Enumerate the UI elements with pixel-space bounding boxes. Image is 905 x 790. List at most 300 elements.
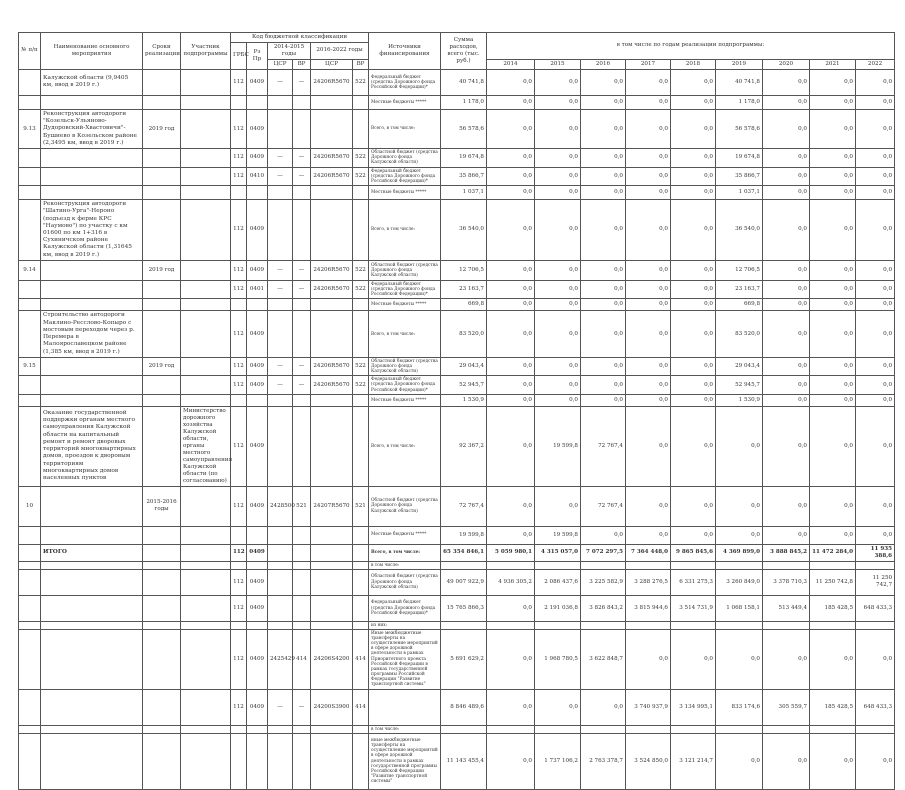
row-sum-cell: 12 706,5 <box>441 260 487 280</box>
row-2021-cell: 0,0 <box>810 186 856 200</box>
row-2016-cell: 0,0 <box>581 200 626 261</box>
row-2017-cell: 0,0 <box>626 109 671 148</box>
row-vr-1622-cell <box>353 109 369 148</box>
row-2017-cell: 0,0 <box>626 406 671 486</box>
row-2021-cell: 0,0 <box>810 69 856 95</box>
row-csr-1622-cell <box>311 725 353 733</box>
row-2021-cell: 185 428,5 <box>810 595 856 621</box>
row-2016-cell: 0,0 <box>581 299 626 311</box>
row-terms-cell <box>143 311 181 357</box>
row-2019-cell: 23 163,7 <box>716 280 763 298</box>
row-sum-cell <box>441 725 487 733</box>
row-csr-1415-cell <box>268 299 293 311</box>
row-2015-cell: 0,0 <box>535 357 581 375</box>
header-year: 2017 <box>626 59 671 69</box>
row-2020-cell: 0,0 <box>763 311 810 357</box>
row-2016-cell: 0,0 <box>581 689 626 725</box>
row-2020-cell: 0,0 <box>763 167 810 185</box>
row-terms-cell <box>143 544 181 561</box>
row-grbs-cell: 112 <box>231 689 247 725</box>
row-terms-cell <box>143 299 181 311</box>
row-num-cell <box>19 280 41 298</box>
row-2014-cell: 0,0 <box>487 167 535 185</box>
row-terms-cell <box>143 200 181 261</box>
row-2016-cell: 0,0 <box>581 394 626 406</box>
row-terms-cell <box>143 95 181 109</box>
row-2017-cell: 3 288 276,5 <box>626 569 671 595</box>
row-num-cell <box>19 149 41 167</box>
row-vr-1622-cell: 522 <box>353 167 369 185</box>
row-terms-cell <box>143 149 181 167</box>
row-source-cell: Федеральный бюджет (средства Дорожного фонда Российской Федерации)* <box>369 280 441 298</box>
row-num-cell <box>19 544 41 561</box>
row-csr-1415-cell <box>268 733 293 789</box>
row-grbs-cell <box>231 526 247 544</box>
row-source-cell: Всего, в том числе: <box>369 200 441 261</box>
row-2015-cell: 0,0 <box>535 186 581 200</box>
table-row <box>19 311 895 357</box>
row-2019-cell: 12 706,5 <box>716 260 763 280</box>
row-2018-cell: 0,0 <box>671 149 716 167</box>
row-2020-cell: 0,0 <box>763 149 810 167</box>
row-2018-cell: 0,0 <box>671 280 716 298</box>
row-2016-cell: 2 763 378,7 <box>581 733 626 789</box>
row-2020-cell: 0,0 <box>763 629 810 689</box>
row-num-cell <box>19 526 41 544</box>
row-2016-cell: 0,0 <box>581 186 626 200</box>
row-name-cell <box>41 95 143 109</box>
row-sum-cell: 1 530,9 <box>441 394 487 406</box>
budget-table <box>18 32 895 790</box>
row-rzpr-cell <box>247 725 268 733</box>
row-name-cell <box>41 561 143 569</box>
row-grbs-cell <box>231 733 247 789</box>
row-csr-1415-cell: — <box>268 167 293 185</box>
row-num-cell <box>19 95 41 109</box>
row-csr-1622-cell: 24206R5670 <box>311 280 353 298</box>
row-vr-1415-cell: — <box>293 149 311 167</box>
row-2016-cell: 0,0 <box>581 311 626 357</box>
row-participant-cell <box>181 376 231 394</box>
row-terms-cell <box>143 733 181 789</box>
row-2016-cell: 0,0 <box>581 167 626 185</box>
row-source-cell: Федеральный бюджет (средства Дорожного фонда Российской Федерации)* <box>369 595 441 621</box>
row-sum-cell: 92 367,2 <box>441 406 487 486</box>
row-2014-cell: 0,0 <box>487 406 535 486</box>
row-name-cell: ИТОГО <box>41 544 143 561</box>
row-vr-1415-cell <box>293 569 311 595</box>
row-vr-1415-cell <box>293 406 311 486</box>
row-grbs-cell: 112 <box>231 109 247 148</box>
row-grbs-cell: 112 <box>231 629 247 689</box>
row-csr-1415-cell: — <box>268 357 293 375</box>
row-2015-cell: 0,0 <box>535 280 581 298</box>
row-rzpr-cell <box>247 561 268 569</box>
row-2020-cell: 0,0 <box>763 394 810 406</box>
row-rzpr-cell: 0409 <box>247 357 268 375</box>
row-rzpr-cell: 0410 <box>247 167 268 185</box>
row-2014-cell: 0,0 <box>487 109 535 148</box>
row-2014-cell: 0,0 <box>487 394 535 406</box>
row-2022-cell: 0,0 <box>856 280 895 298</box>
row-2015-cell <box>535 621 581 629</box>
row-vr-1622-cell <box>353 544 369 561</box>
row-vr-1415-cell <box>293 200 311 261</box>
row-2021-cell: 0,0 <box>810 376 856 394</box>
row-2022-cell: 0,0 <box>856 109 895 148</box>
row-participant-cell <box>181 260 231 280</box>
row-2017-cell: 0,0 <box>626 95 671 109</box>
row-2019-cell: 35 866,7 <box>716 167 763 185</box>
header-year: 2021 <box>810 59 856 69</box>
row-2020-cell: 0,0 <box>763 299 810 311</box>
row-2022-cell: 11 250 742,7 <box>856 569 895 595</box>
row-2021-cell <box>810 561 856 569</box>
row-name-cell <box>41 689 143 725</box>
row-sum-cell: 52 945,7 <box>441 376 487 394</box>
row-sum-cell: 8 846 489,6 <box>441 689 487 725</box>
row-2019-cell: 56 578,6 <box>716 109 763 148</box>
row-2015-cell: 0,0 <box>535 486 581 526</box>
row-vr-1415-cell: — <box>293 280 311 298</box>
row-2021-cell: 0,0 <box>810 200 856 261</box>
row-vr-1415-cell: 521 <box>293 486 311 526</box>
row-2022-cell: 0,0 <box>856 167 895 185</box>
row-num-cell: 9.14 <box>19 260 41 280</box>
row-grbs-cell: 112 <box>231 357 247 375</box>
row-2018-cell: 0,0 <box>671 406 716 486</box>
row-source-cell: в том числе: <box>369 561 441 569</box>
table-row <box>19 526 895 544</box>
table-row <box>19 725 895 733</box>
row-csr-1622-cell <box>311 200 353 261</box>
row-2022-cell: 0,0 <box>856 526 895 544</box>
row-participant-cell <box>181 486 231 526</box>
row-2017-cell: 0,0 <box>626 486 671 526</box>
row-vr-1622-cell <box>353 406 369 486</box>
row-2015-cell: 0,0 <box>535 299 581 311</box>
row-rzpr-cell: 0409 <box>247 689 268 725</box>
row-name-cell <box>41 569 143 595</box>
row-2016-cell: 3 622 848,7 <box>581 629 626 689</box>
row-2015-cell: 0,0 <box>535 167 581 185</box>
row-grbs-cell <box>231 561 247 569</box>
table-row <box>19 629 895 689</box>
row-terms-cell: 2019 год <box>143 357 181 375</box>
row-2021-cell: 0,0 <box>810 733 856 789</box>
row-2016-cell <box>581 561 626 569</box>
row-num-cell <box>19 186 41 200</box>
row-source-cell: Областной бюджет (средства Дорожного фонда Калужской области) <box>369 357 441 375</box>
row-2014-cell <box>487 561 535 569</box>
row-2021-cell: 0,0 <box>810 311 856 357</box>
row-sum-cell: 36 540,0 <box>441 200 487 261</box>
row-2019-cell: 3 260 849,0 <box>716 569 763 595</box>
row-2021-cell <box>810 725 856 733</box>
row-source-cell: Областной бюджет (средства Дорожного фонда Калужской области) <box>369 149 441 167</box>
row-2018-cell: 3 514 731,9 <box>671 595 716 621</box>
row-vr-1415-cell: 414 <box>293 629 311 689</box>
row-vr-1622-cell <box>353 394 369 406</box>
row-2015-cell: 0,0 <box>535 69 581 95</box>
row-sum-cell: 23 163,7 <box>441 280 487 298</box>
row-2016-cell <box>581 621 626 629</box>
row-2022-cell: 11 935 388,6 <box>856 544 895 561</box>
row-2018-cell: 0,0 <box>671 526 716 544</box>
table-row <box>19 200 895 261</box>
row-terms-cell <box>143 526 181 544</box>
row-source-cell: иные межбюджетные трансферты на осуществление мероприятий в сфере дорожной деятельности в рамках государственной программы Российской Федерации "Развитие транспортной системы" <box>369 733 441 789</box>
row-rzpr-cell: 0409 <box>247 486 268 526</box>
table-row <box>19 260 895 280</box>
row-vr-1622-cell: 414 <box>353 629 369 689</box>
row-num-cell <box>19 689 41 725</box>
row-grbs-cell: 112 <box>231 569 247 595</box>
row-num-cell <box>19 569 41 595</box>
row-2020-cell: 0,0 <box>763 95 810 109</box>
row-2022-cell: 0,0 <box>856 357 895 375</box>
row-source-cell: Всего, в том числе: <box>369 544 441 561</box>
row-rzpr-cell: 0409 <box>247 260 268 280</box>
row-2015-cell: 0,0 <box>535 394 581 406</box>
row-source-cell: Федеральный бюджет (средства Дорожного фонда Российской Федерации)* <box>369 376 441 394</box>
row-vr-1622-cell: 522 <box>353 376 369 394</box>
row-2020-cell <box>763 621 810 629</box>
row-name-cell <box>41 733 143 789</box>
row-vr-1415-cell <box>293 544 311 561</box>
row-2020-cell: 0,0 <box>763 280 810 298</box>
header-csr: ЦСР <box>311 59 353 69</box>
row-csr-1622-cell <box>311 595 353 621</box>
row-csr-1415-cell: — <box>268 689 293 725</box>
row-vr-1622-cell <box>353 725 369 733</box>
row-sum-cell: 669,8 <box>441 299 487 311</box>
row-2021-cell: 0,0 <box>810 486 856 526</box>
row-vr-1622-cell: 521 <box>353 486 369 526</box>
row-csr-1415-cell <box>268 544 293 561</box>
row-2019-cell: 4 369 899,0 <box>716 544 763 561</box>
row-2017-cell: 0,0 <box>626 200 671 261</box>
row-2018-cell: 0,0 <box>671 95 716 109</box>
row-sum-cell: 11 143 455,4 <box>441 733 487 789</box>
header-year: 2016 <box>581 59 626 69</box>
row-sum-cell: 1 037,1 <box>441 186 487 200</box>
header-by-years: в том числе по годам реализации подпрограммы: <box>487 33 895 60</box>
row-vr-1622-cell: 522 <box>353 357 369 375</box>
row-participant-cell <box>181 69 231 95</box>
row-2016-cell: 3 826 843,2 <box>581 595 626 621</box>
row-num-cell <box>19 406 41 486</box>
row-2015-cell: 19 599,8 <box>535 526 581 544</box>
row-rzpr-cell <box>247 526 268 544</box>
row-2017-cell: 0,0 <box>626 357 671 375</box>
header-num: № п/п <box>19 33 41 70</box>
row-csr-1622-cell <box>311 561 353 569</box>
row-sum-cell <box>441 561 487 569</box>
row-csr-1415-cell: — <box>268 69 293 95</box>
row-2021-cell: 0,0 <box>810 406 856 486</box>
row-terms-cell <box>143 725 181 733</box>
row-2022-cell: 0,0 <box>856 406 895 486</box>
row-csr-1415-cell: — <box>268 376 293 394</box>
row-participant-cell <box>181 561 231 569</box>
row-num-cell <box>19 167 41 185</box>
row-2021-cell: 0,0 <box>810 167 856 185</box>
row-sum-cell: 29 043,4 <box>441 357 487 375</box>
header-rzpr: Рз Пр <box>247 42 268 69</box>
table-row <box>19 486 895 526</box>
row-2019-cell: 0,0 <box>716 486 763 526</box>
row-participant-cell <box>181 725 231 733</box>
row-csr-1622-cell: 24206R5670 <box>311 149 353 167</box>
row-grbs-cell <box>231 621 247 629</box>
row-2019-cell: 833 174,6 <box>716 689 763 725</box>
row-source-cell: Местные бюджеты ***** <box>369 299 441 311</box>
row-source-cell: Областной бюджет (средства Дорожного фонда Калужской области) <box>369 569 441 595</box>
row-sum-cell: 65 354 846,1 <box>441 544 487 561</box>
row-2015-cell: 1 737 106,2 <box>535 733 581 789</box>
row-2017-cell: 0,0 <box>626 167 671 185</box>
row-2015-cell <box>535 725 581 733</box>
header-grbs: ГРБС <box>231 42 247 69</box>
row-2016-cell <box>581 725 626 733</box>
row-2018-cell: 0,0 <box>671 394 716 406</box>
header-csr: ЦСР <box>268 59 293 69</box>
row-2017-cell: 0,0 <box>626 186 671 200</box>
row-name-cell: Реконструкция автодороги "Шатино-Урга"-Нероно (подъезд к ферме КРС "Наумово") по участку с км 01600 по км 1+316 в Сухиничском районе Калужской области (1,31645 км, ввод в 2019 г.) <box>41 200 143 261</box>
row-vr-1622-cell <box>353 526 369 544</box>
row-vr-1415-cell <box>293 186 311 200</box>
row-2017-cell: 0,0 <box>626 149 671 167</box>
table-row <box>19 376 895 394</box>
row-vr-1415-cell: — <box>293 689 311 725</box>
header-2016-2022: 2016-2022 годы <box>311 42 369 59</box>
row-source-cell: Всего, в том числе: <box>369 311 441 357</box>
row-csr-1622-cell: 24206R5670 <box>311 69 353 95</box>
row-sum-cell: 1 178,0 <box>441 95 487 109</box>
row-rzpr-cell: 0409 <box>247 311 268 357</box>
table-row <box>19 595 895 621</box>
table-row <box>19 621 895 629</box>
row-2015-cell: 0,0 <box>535 200 581 261</box>
row-vr-1622-cell <box>353 95 369 109</box>
row-num-cell <box>19 733 41 789</box>
row-vr-1415-cell: — <box>293 69 311 95</box>
row-2020-cell: 0,0 <box>763 260 810 280</box>
row-sum-cell: 40 741,8 <box>441 69 487 95</box>
row-2014-cell: 0,0 <box>487 280 535 298</box>
row-csr-1622-cell <box>311 621 353 629</box>
row-rzpr-cell: 0409 <box>247 109 268 148</box>
table-header <box>19 33 895 70</box>
row-csr-1415-cell <box>268 109 293 148</box>
row-csr-1415-cell: — <box>268 149 293 167</box>
row-2014-cell: 0,0 <box>487 260 535 280</box>
table-row <box>19 186 895 200</box>
row-grbs-cell: 112 <box>231 376 247 394</box>
row-2014-cell: 0,0 <box>487 149 535 167</box>
row-terms-cell <box>143 394 181 406</box>
row-csr-1622-cell: 24206R5670 <box>311 357 353 375</box>
row-csr-1622-cell <box>311 95 353 109</box>
row-num-cell: 9.15 <box>19 357 41 375</box>
row-csr-1622-cell <box>311 109 353 148</box>
row-sum-cell: 49 007 922,9 <box>441 569 487 595</box>
row-2015-cell: 19 599,8 <box>535 406 581 486</box>
row-2018-cell: 0,0 <box>671 109 716 148</box>
row-rzpr-cell <box>247 733 268 789</box>
row-participant-cell <box>181 629 231 689</box>
row-num-cell <box>19 299 41 311</box>
row-vr-1415-cell <box>293 725 311 733</box>
row-2018-cell: 3 134 995,1 <box>671 689 716 725</box>
row-2014-cell: 0,0 <box>487 733 535 789</box>
row-name-cell <box>41 486 143 526</box>
row-2014-cell: 0,0 <box>487 311 535 357</box>
row-2021-cell: 0,0 <box>810 260 856 280</box>
row-2016-cell: 3 225 582,9 <box>581 569 626 595</box>
table-row <box>19 95 895 109</box>
header-budget-code: Код бюджетной классификации <box>231 33 369 43</box>
row-source-cell: Местные бюджеты ***** <box>369 526 441 544</box>
row-participant-cell <box>181 311 231 357</box>
header-year: 2020 <box>763 59 810 69</box>
row-num-cell <box>19 629 41 689</box>
row-2022-cell <box>856 561 895 569</box>
row-num-cell <box>19 69 41 95</box>
row-2019-cell: 29 043,4 <box>716 357 763 375</box>
row-rzpr-cell: 0409 <box>247 200 268 261</box>
row-2015-cell: 2 086 437,6 <box>535 569 581 595</box>
row-vr-1415-cell: — <box>293 357 311 375</box>
row-2017-cell <box>626 621 671 629</box>
row-2018-cell: 0,0 <box>671 167 716 185</box>
row-csr-1622-cell <box>311 311 353 357</box>
row-2019-cell: 1 530,9 <box>716 394 763 406</box>
row-2016-cell: 0,0 <box>581 526 626 544</box>
row-vr-1622-cell: 522 <box>353 149 369 167</box>
row-2019-cell: 1 068 158,1 <box>716 595 763 621</box>
row-2022-cell: 0,0 <box>856 69 895 95</box>
row-grbs-cell: 112 <box>231 260 247 280</box>
row-source-cell: Федеральный бюджет (средства Дорожного фонда Российской Федерации)* <box>369 167 441 185</box>
row-rzpr-cell: 0409 <box>247 69 268 95</box>
row-2016-cell: 0,0 <box>581 280 626 298</box>
row-2018-cell: 0,0 <box>671 299 716 311</box>
row-num-cell <box>19 621 41 629</box>
row-2021-cell: 0,0 <box>810 280 856 298</box>
table-row <box>19 299 895 311</box>
row-2015-cell: 2 191 036,8 <box>535 595 581 621</box>
row-rzpr-cell: 0409 <box>247 406 268 486</box>
row-2020-cell: 0,0 <box>763 406 810 486</box>
row-terms-cell <box>143 280 181 298</box>
row-rzpr-cell: 0401 <box>247 280 268 298</box>
row-2019-cell <box>716 725 763 733</box>
row-terms-cell <box>143 406 181 486</box>
row-sum-cell: 19 674,8 <box>441 149 487 167</box>
row-terms-cell <box>143 167 181 185</box>
row-2022-cell <box>856 725 895 733</box>
row-num-cell <box>19 561 41 569</box>
row-source-cell: Иные межбюджетные трансферты на осуществление мероприятий в сфере дорожной деятельности в рамках Приоритетного проекта Российской Федерации в рамках государственной программы Российской Федерации "Развитие транспортной системы" <box>369 629 441 689</box>
row-rzpr-cell: 0409 <box>247 569 268 595</box>
row-2017-cell: 0,0 <box>626 69 671 95</box>
row-2014-cell <box>487 725 535 733</box>
row-2020-cell: 3 378 710,3 <box>763 569 810 595</box>
row-participant-cell <box>181 569 231 595</box>
row-sum-cell: 5 691 629,2 <box>441 629 487 689</box>
